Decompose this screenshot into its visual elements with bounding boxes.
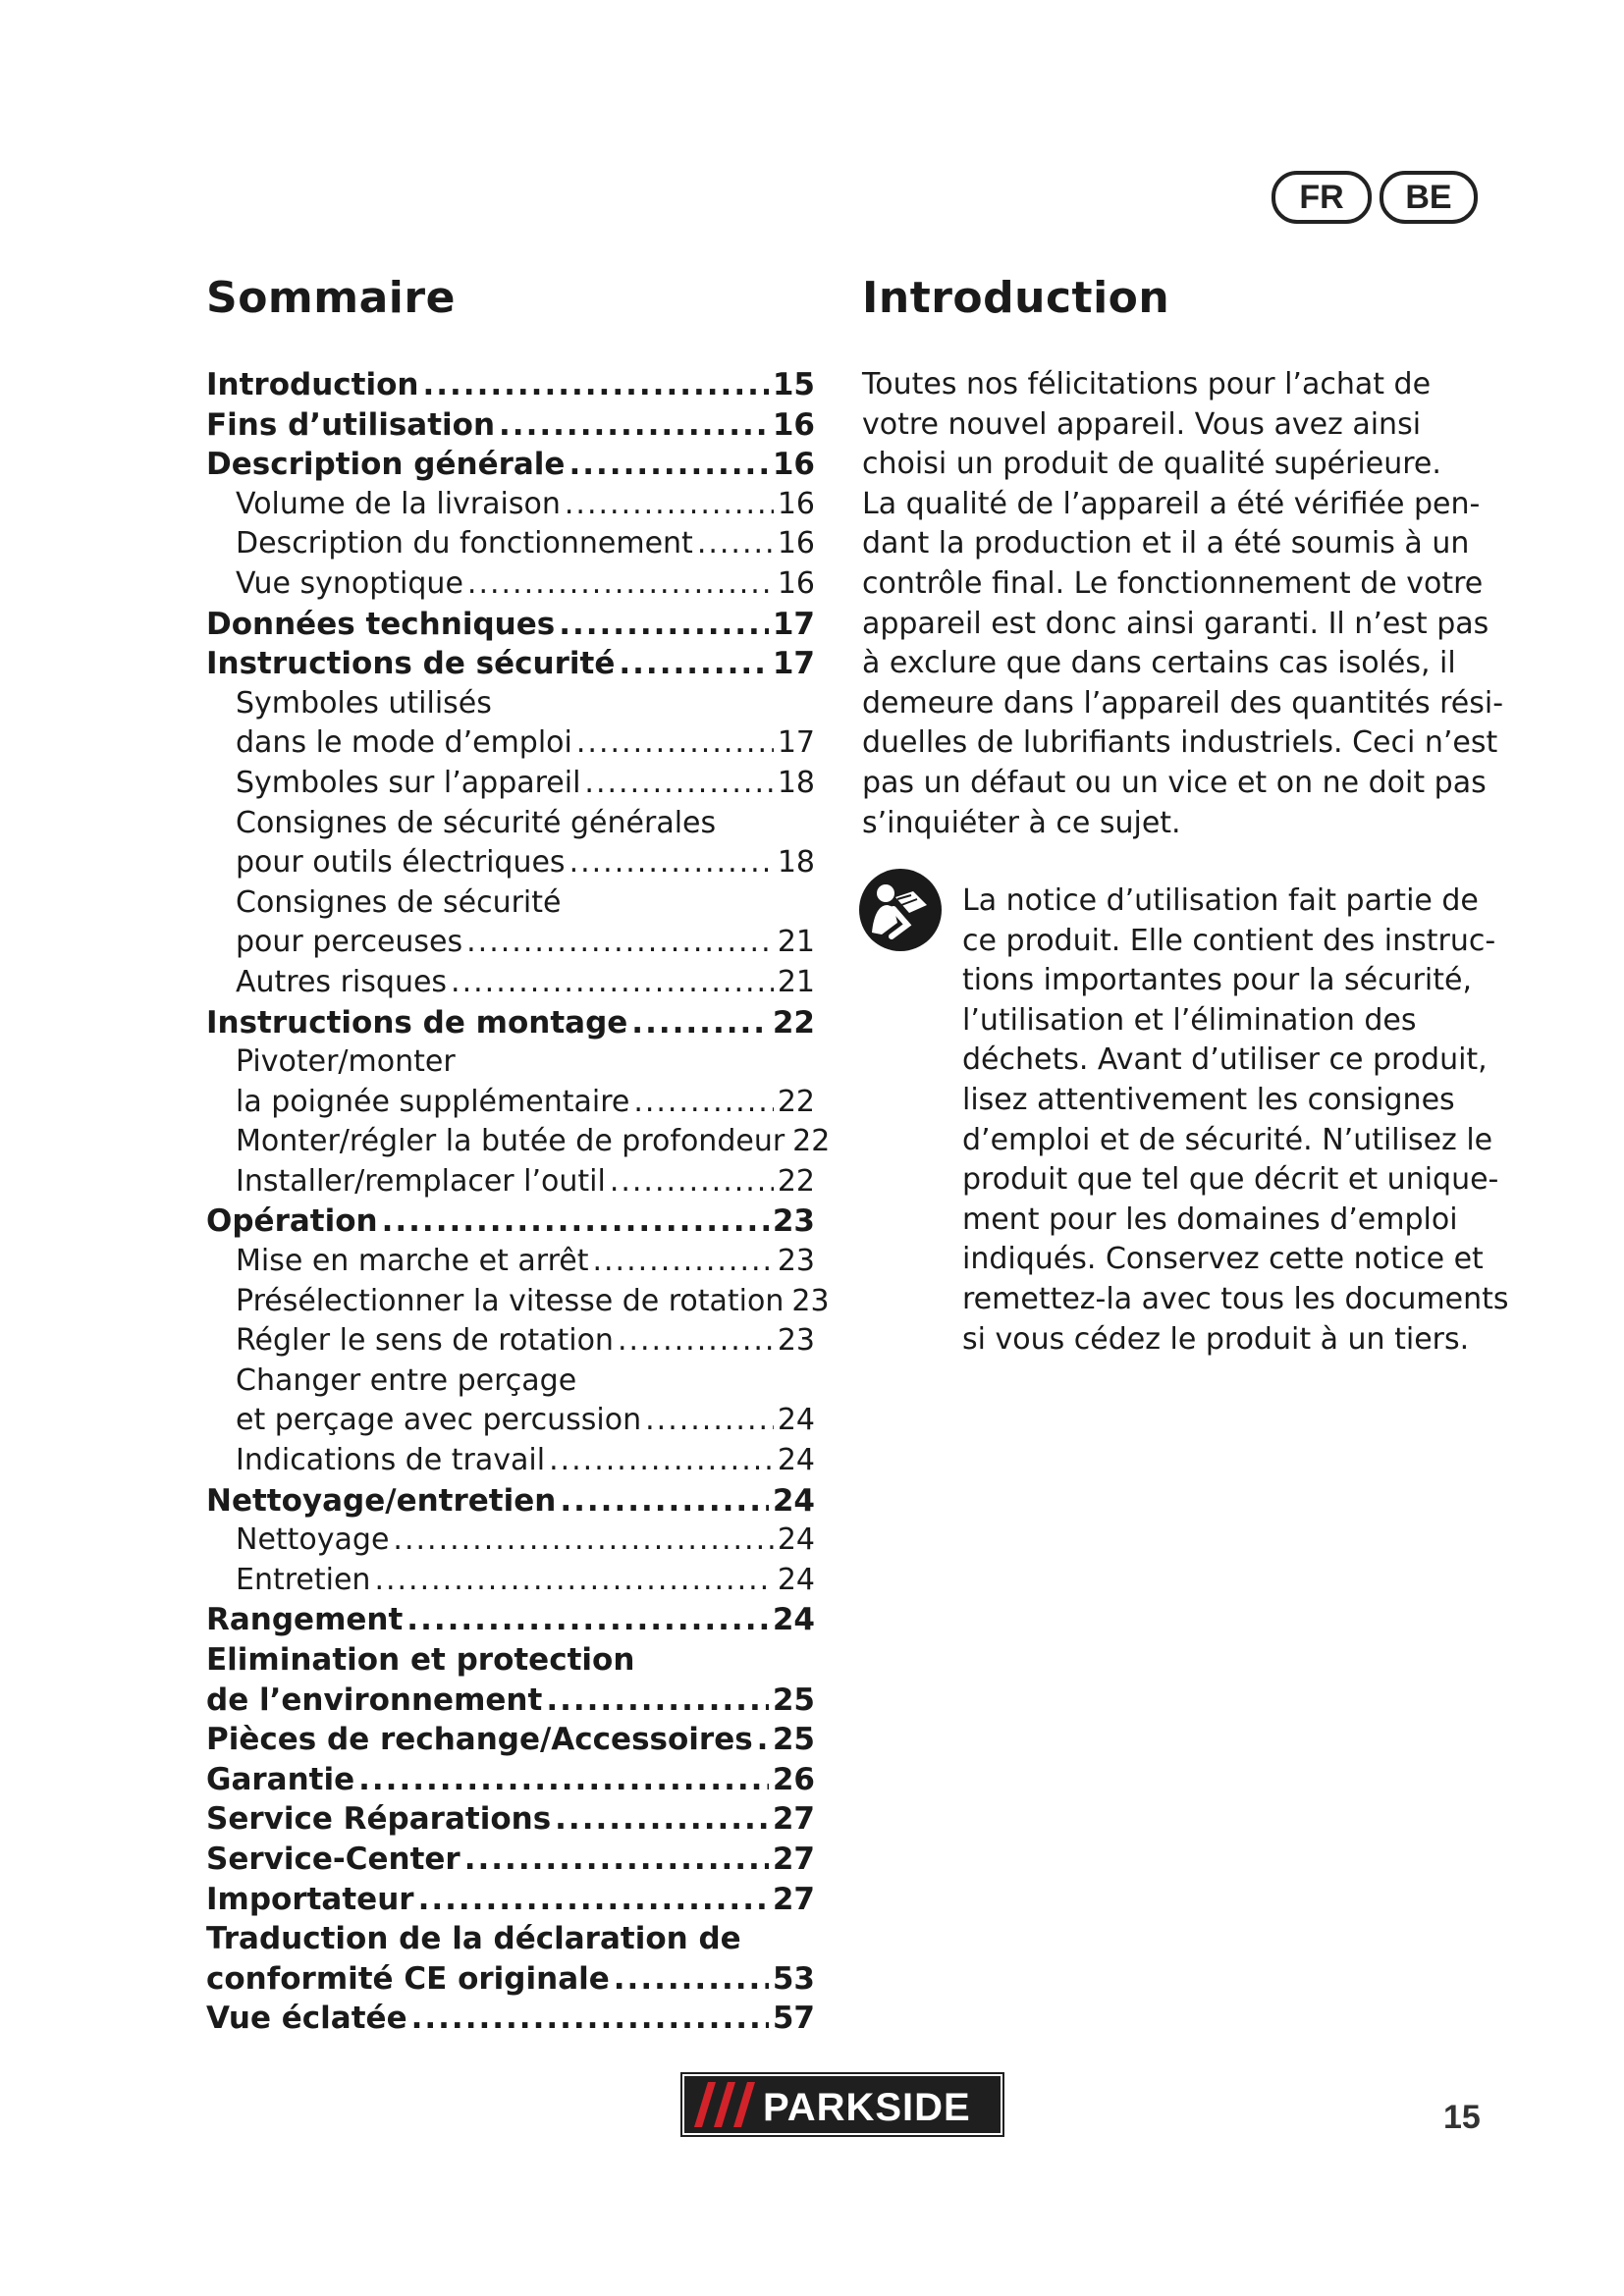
read-manual-icon xyxy=(858,868,943,952)
toc-leader-dots xyxy=(374,1561,773,1601)
toc-entry-label: pour outils électriques xyxy=(236,845,566,881)
toc-entry-label: Vue éclatée xyxy=(206,2001,407,2037)
notice-line: remettez-la avec tous les documents xyxy=(962,1281,1509,1316)
language-badges xyxy=(1272,171,1478,224)
toc-entry xyxy=(206,1042,815,1083)
introduction-line: contrôle final. Le fonctionnement de votre xyxy=(862,565,1484,601)
toc-entry xyxy=(206,1561,815,1601)
toc-entry-label: Présélectionner la vitesse de rotation xyxy=(236,1283,785,1318)
toc-entry-page: 24 xyxy=(777,1443,815,1478)
introduction-line: à exclure que dans certains cas isolés, il xyxy=(862,646,1456,681)
toc-entry-page: 17 xyxy=(772,646,815,682)
toc-entry xyxy=(206,1880,815,1920)
toc-entry-label: Entretien xyxy=(236,1562,371,1597)
toc-entry xyxy=(206,1321,815,1362)
toc-leader-dots xyxy=(614,1959,769,2000)
toc-entry-page: 22 xyxy=(777,1163,815,1199)
notice-line: ce produit. Elle contient des instruc- xyxy=(962,923,1496,958)
page-number: 15 xyxy=(1443,2099,1481,2136)
toc-entry xyxy=(206,605,815,645)
toc-entry xyxy=(206,564,815,605)
introduction-line: pas un défaut ou un vice et on ne doit pas xyxy=(862,765,1487,800)
toc-entry-page: 26 xyxy=(772,1761,815,1797)
toc-entry-label: conformité CE originale xyxy=(206,1960,610,1997)
toc-entry-label: dans le mode d’emploi xyxy=(236,725,572,761)
language-badge-fr: FR xyxy=(1272,171,1372,224)
introduction-line: dant la production et il a été soumis à un xyxy=(862,526,1470,561)
toc-leader-dots xyxy=(464,1840,769,1880)
toc-entry-page: 18 xyxy=(777,845,815,881)
toc-entry-page: 53 xyxy=(772,1960,815,1997)
toc-entry xyxy=(206,923,815,963)
toc-entry xyxy=(206,1640,815,1681)
toc-entry-page: 25 xyxy=(772,1722,815,1758)
toc-entry-label: Pièces de rechange/Accessoires xyxy=(206,1722,753,1758)
toc-entry-label: Instructions de sécurité xyxy=(206,646,616,682)
introduction-line: choisi un produit de qualité supérieure. xyxy=(862,447,1441,482)
toc-entry-label: Service Réparations xyxy=(206,1801,552,1838)
toc-entry-label: Nettoyage/entretien xyxy=(206,1482,557,1519)
toc-entry xyxy=(206,1282,830,1322)
toc-entry-page: 24 xyxy=(777,1403,815,1438)
toc-leader-dots xyxy=(757,1720,769,1760)
toc-entry xyxy=(206,1083,815,1123)
toc-entry-label: Symboles sur l’appareil xyxy=(236,765,581,800)
toc-entry xyxy=(206,365,815,405)
toc-entry-label: Opération xyxy=(206,1203,378,1240)
toc-leader-dots xyxy=(358,1760,769,1800)
toc-entry xyxy=(206,405,815,446)
notice-line: lisez attentivement les consignes xyxy=(962,1082,1455,1117)
introduction-line: duelles de lubrifiants industriels. Ceci n’est xyxy=(862,725,1498,761)
toc-entry xyxy=(206,1122,831,1162)
toc-entry xyxy=(206,445,815,485)
toc-entry-label: pour perceuses xyxy=(236,925,463,960)
parkside-logo xyxy=(680,2072,1004,2137)
toc-leader-dots xyxy=(576,723,774,764)
toc-entry xyxy=(206,1441,815,1481)
toc-leader-dots xyxy=(645,1401,774,1441)
notice-line: produit que tel que décrit et unique- xyxy=(962,1162,1499,1198)
toc-entry xyxy=(206,1242,815,1282)
toc-entry xyxy=(206,1362,815,1402)
toc-leader-dots xyxy=(619,644,769,684)
notice-line: indiqués. Conservez cette notice et xyxy=(962,1242,1484,1277)
notice-line: La notice d’utilisation fait partie de xyxy=(962,883,1479,918)
toc-entry xyxy=(206,764,815,804)
toc-entry xyxy=(206,1600,815,1640)
toc-entry-page: 57 xyxy=(772,2001,815,2037)
toc-entry-label: Elimination et protection xyxy=(206,1642,635,1678)
toc-entry-label: Volume de la livraison xyxy=(236,486,561,521)
toc-entry-label: Importateur xyxy=(206,1881,414,1917)
toc-entry-page: 17 xyxy=(772,606,815,642)
toc-entry-label: Traduction de la déclaration de xyxy=(206,1921,741,1957)
toc-entry xyxy=(206,883,815,924)
toc-entry xyxy=(206,1760,815,1800)
toc-leader-dots xyxy=(499,405,769,446)
toc-entry xyxy=(206,1162,815,1202)
toc-entry-page: 18 xyxy=(777,765,815,800)
toc-entry-page: 24 xyxy=(777,1522,815,1558)
introduction-line: appareil est donc ainsi garanti. Il n’est pas xyxy=(862,606,1489,641)
introduction-line: La qualité de l’appareil a été vérifiée pen- xyxy=(862,486,1481,521)
toc-leader-dots xyxy=(631,1003,769,1043)
toc-leader-dots xyxy=(584,764,773,804)
toc-entry xyxy=(206,1003,815,1043)
toc-entry xyxy=(206,1681,815,1721)
toc-leader-dots xyxy=(411,1999,769,2039)
toc-entry-label: Données techniques xyxy=(206,606,556,642)
toc-entry-label: Régler le sens de rotation xyxy=(236,1323,614,1359)
toc-entry-label: Pivoter/monter xyxy=(236,1044,456,1080)
toc-entry-page: 27 xyxy=(772,1881,815,1917)
toc-entry-label: Symboles utilisés xyxy=(236,685,492,721)
introduction-line: votre nouvel appareil. Vous avez ainsi xyxy=(862,406,1422,442)
toc-entry-page: 16 xyxy=(777,486,815,521)
toc-entry-page: 15 xyxy=(772,367,815,402)
toc-entry xyxy=(206,1919,815,1959)
toc-entry-page: 23 xyxy=(777,1244,815,1279)
toc-entry xyxy=(206,963,815,1003)
toc-leader-dots xyxy=(560,1481,769,1522)
toc-entry-label: et perçage avec percussion xyxy=(236,1403,642,1438)
toc-entry-page: 16 xyxy=(772,447,815,483)
notice-line: l’utilisation et l’élimination des xyxy=(962,1002,1417,1038)
toc-entry-page: 23 xyxy=(772,1203,815,1240)
toc-entry-label: Autres risques xyxy=(236,964,448,999)
toc-entry xyxy=(206,1720,815,1760)
toc-entry-page: 16 xyxy=(777,565,815,601)
toc-entry xyxy=(206,843,815,883)
toc-leader-dots xyxy=(451,963,774,1003)
notice-line: si vous cédez le produit à un tiers. xyxy=(962,1321,1470,1357)
toc-entry xyxy=(206,1481,815,1522)
toc-entry-page: 22 xyxy=(792,1124,831,1159)
toc-entry-label: Consignes de sécurité générales xyxy=(236,805,717,840)
toc-entry-label: Consignes de sécurité xyxy=(236,884,562,920)
toc-entry-label: Introduction xyxy=(206,367,419,402)
table-of-contents xyxy=(206,365,831,2039)
toc-entry-label: Service-Center xyxy=(206,1841,460,1877)
toc-title: Sommaire xyxy=(206,273,456,323)
toc-entry-page: 23 xyxy=(791,1283,830,1318)
introduction-line: s’inquiéter à ce sujet. xyxy=(862,805,1181,840)
toc-leader-dots xyxy=(406,1600,769,1640)
toc-entry-page: 24 xyxy=(772,1482,815,1519)
toc-entry-label: Rangement xyxy=(206,1602,404,1638)
toc-entry-page: 21 xyxy=(777,925,815,960)
toc-entry-label: Description générale xyxy=(206,447,566,483)
toc-entry-page: 27 xyxy=(772,1841,815,1877)
toc-leader-dots xyxy=(467,564,774,605)
toc-entry xyxy=(206,644,815,684)
notice-line: tions importantes pour la sécurité, xyxy=(962,963,1473,998)
toc-entry-label: Instructions de montage xyxy=(206,1004,628,1041)
notice-line: d’emploi et de sécurité. N’utilisez le xyxy=(962,1122,1493,1157)
toc-entry xyxy=(206,485,815,525)
toc-entry-label: Changer entre perçage xyxy=(236,1362,577,1398)
toc-entry-label: Mise en marche et arrêt xyxy=(236,1244,589,1279)
toc-leader-dots xyxy=(610,1162,774,1202)
toc-leader-dots xyxy=(418,1880,769,1920)
toc-entry-label: Fins d’utilisation xyxy=(206,406,496,443)
toc-leader-dots xyxy=(592,1242,773,1282)
toc-leader-dots xyxy=(568,445,768,485)
toc-leader-dots xyxy=(382,1201,769,1242)
toc-entry-label: Monter/régler la butée de profondeur xyxy=(236,1124,785,1159)
toc-entry-label: Installer/remplacer l’outil xyxy=(236,1163,606,1199)
toc-entry-label: Vue synoptique xyxy=(236,565,463,601)
toc-entry-page: 16 xyxy=(777,526,815,561)
toc-entry-label: Nettoyage xyxy=(236,1522,390,1558)
introduction-line: Toutes nos félicitations pour l’achat de xyxy=(862,367,1432,401)
toc-entry xyxy=(206,1959,815,2000)
toc-entry-page: 17 xyxy=(777,725,815,761)
toc-entry-page: 24 xyxy=(772,1602,815,1638)
toc-entry xyxy=(206,524,815,564)
toc-leader-dots xyxy=(559,605,769,645)
brand-name: PARKSIDE xyxy=(763,2086,971,2129)
toc-leader-dots xyxy=(633,1083,773,1123)
toc-entry-label: Garantie xyxy=(206,1761,355,1797)
toc-entry-label: la poignée supplémentaire xyxy=(236,1084,630,1119)
toc-leader-dots xyxy=(549,1441,774,1481)
toc-entry xyxy=(206,1799,815,1840)
toc-entry xyxy=(206,804,815,844)
toc-leader-dots xyxy=(618,1321,774,1362)
toc-entry xyxy=(206,1521,815,1561)
toc-leader-dots xyxy=(422,365,768,405)
toc-entry xyxy=(206,1999,815,2039)
toc-entry-label: de l’environnement xyxy=(206,1682,543,1718)
toc-entry-page: 16 xyxy=(772,406,815,443)
toc-entry-page: 21 xyxy=(777,964,815,999)
notice-line: ment pour les domaines d’emploi xyxy=(962,1201,1458,1237)
toc-entry xyxy=(206,1401,815,1441)
toc-entry-page: 25 xyxy=(772,1682,815,1718)
language-badge-be: BE xyxy=(1380,171,1478,224)
notice-line: déchets. Avant d’utiliser ce produit, xyxy=(962,1042,1488,1078)
toc-entry-page: 27 xyxy=(772,1801,815,1838)
toc-entry-page: 24 xyxy=(777,1562,815,1597)
toc-entry-page: 22 xyxy=(777,1084,815,1119)
toc-leader-dots xyxy=(546,1681,769,1721)
toc-entry-label: Description du fonctionnement xyxy=(236,526,693,561)
toc-leader-dots xyxy=(565,485,774,525)
toc-entry xyxy=(206,1201,815,1242)
toc-entry xyxy=(206,1840,815,1880)
toc-leader-dots xyxy=(697,524,774,564)
introduction-text xyxy=(862,365,1504,843)
toc-entry xyxy=(206,684,815,724)
toc-entry-page: 22 xyxy=(772,1004,815,1041)
toc-leader-dots xyxy=(393,1521,773,1561)
toc-entry-page: 23 xyxy=(777,1323,815,1359)
manual-notice-text xyxy=(962,881,1512,1360)
toc-leader-dots xyxy=(569,843,774,883)
toc-entry xyxy=(206,723,815,764)
toc-leader-dots xyxy=(555,1799,769,1840)
introduction-title: Introduction xyxy=(862,273,1170,323)
toc-leader-dots xyxy=(466,923,774,963)
introduction-line: demeure dans l’appareil des quantités rési- xyxy=(862,685,1504,721)
toc-entry-label: Indications de travail xyxy=(236,1443,546,1478)
